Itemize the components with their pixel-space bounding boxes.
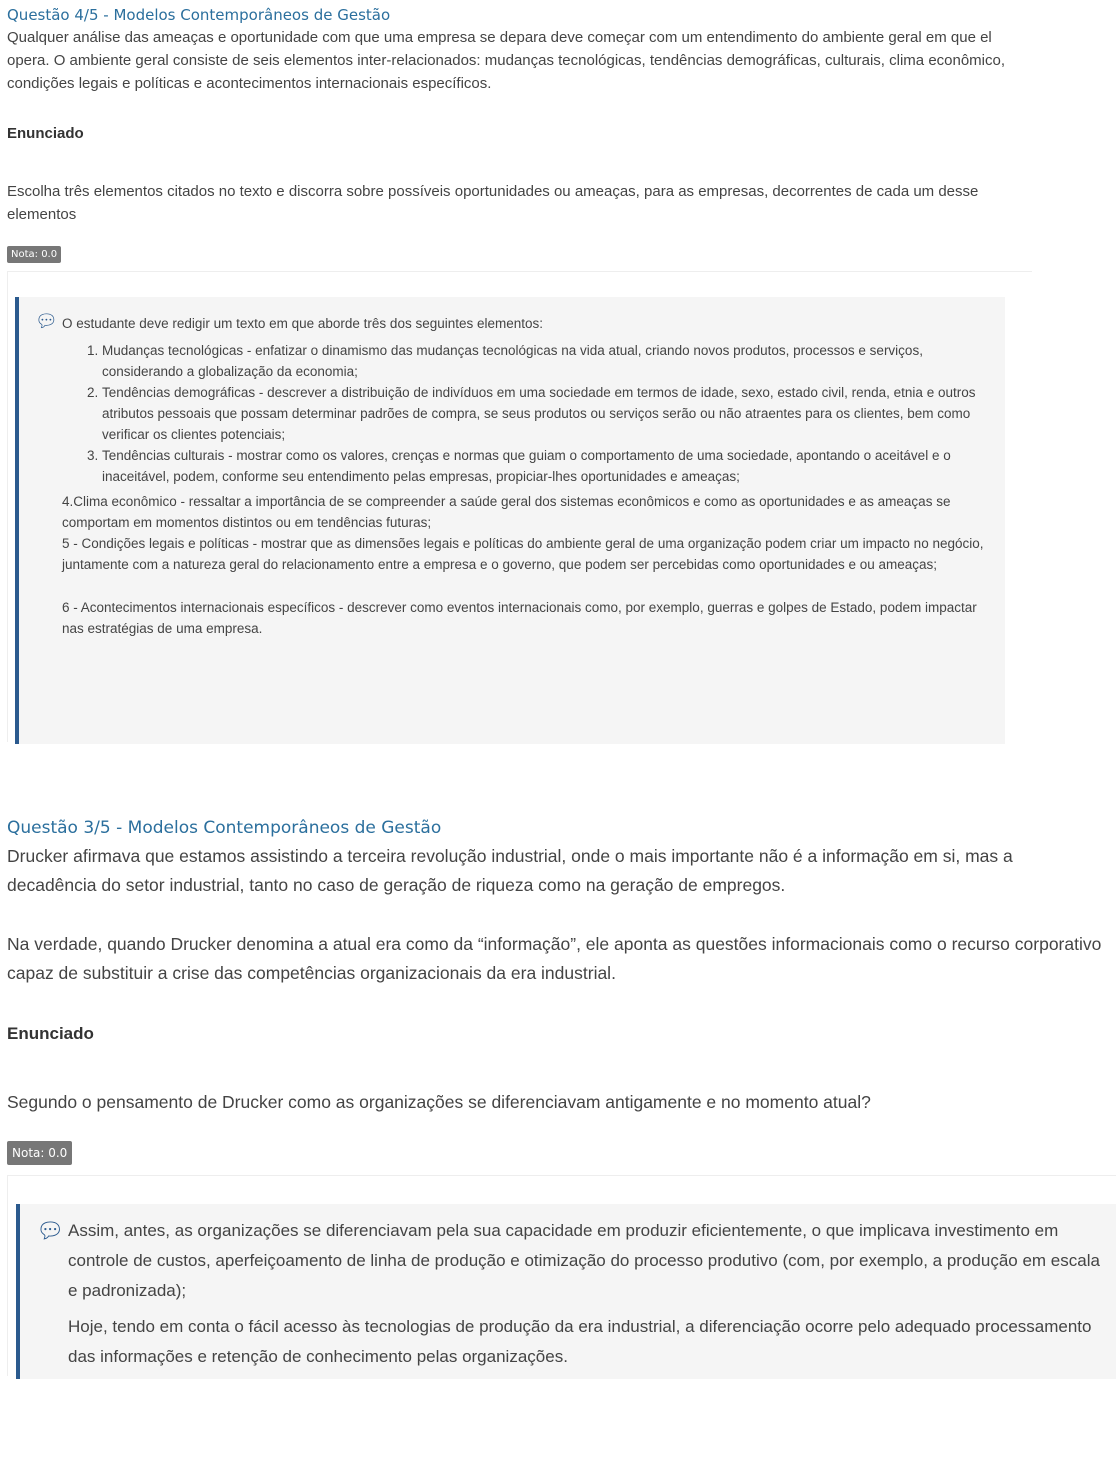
feedback-item-4: 4.Clima econômico - ressaltar a importância de se compreender a saúde geral dos sistemas econômicos e como as oportunidades e as ameaças se comportam em momentos distintos ou em tendências futuras; — [62, 494, 951, 530]
feedback-text — [62, 313, 1002, 639]
feedback-item-6: 6 - Acontecimentos internacionais específicos - descrever como eventos internacionais como, por exemplo, guerras e golpes de Estado, podem impactar nas estratégias de uma empresa. — [62, 600, 977, 636]
enunciado-text: Escolha três elementos citados no texto e discorra sobre possíveis oportunidades ou ameaças, para as empresas, decorrentes de cada um desse elementos — [7, 183, 979, 223]
enunciado-text: Segundo o pensamento de Drucker como as organizações se diferenciavam antigamente e no momento atual? — [7, 1092, 871, 1112]
list-item: 2. Tendências demográficas - descrever a distribuição de indivíduos em uma sociedade em termos de idade, sexo, estado civil, renda, etnia e outros atributos pessoais que possam determinar padrões de compra, se seus produtos ou serviços serão ou não atraentes para os clientes, bem como verificar os clientes potenciais; — [102, 382, 1002, 445]
feedback-intro: O estudante deve redigir um texto em que aborde três dos seguintes elementos: — [62, 316, 544, 331]
question-title: Questão 4/5 - Modelos Contemporâneos de Gestão — [7, 6, 391, 24]
question-title: Questão 3/5 - Modelos Contemporâneos de Gestão — [7, 818, 442, 838]
feedback-paragraph-1: Assim, antes, as organizações se diferenciavam pela sua capacidade em produzir eficientemente, o que implicava investimento em controle de custos, aperfeiçoamento de linha de produção e otimização do processo produtivo (com, por exemplo, a produção em escala e padronizada); — [68, 1221, 1100, 1300]
grade-badge: Nota: 0.0 — [7, 246, 61, 263]
feedback-paragraph-2: Hoje, tendo em conta o fácil acesso às tecnologias de produção da era industrial, a diferenciação ocorre pelo adequado processamento das informações e retenção de conhecimento pelas organizações. — [68, 1317, 1092, 1366]
answer-panel — [7, 271, 1032, 742]
feedback-item-5: 5 - Condições legais e políticas - mostrar que as dimensões legais e políticas do ambiente geral de uma organização podem criar um impacto no negócio, juntamente com a natureza geral do relacionamento entre a empresa e o governo, que podem ser percebidas como oportunidades e ou ameaças; — [62, 536, 984, 572]
feedback-list — [62, 340, 1002, 487]
feedback-box — [15, 297, 1005, 744]
list-item: 1. Mudanças tecnológicas - enfatizar o dinamismo das mudanças tecnológicas na vida atual, criando novos produtos, processos e serviços, considerando a globalização da economia; — [102, 340, 1002, 382]
comment-icon: 💬︎ — [35, 311, 58, 331]
question-paragraph-1: Drucker afirmava que estamos assistindo a terceira revolução industrial, onde o mais importante não é a informação em si, mas a decadência do setor industrial, tanto no caso de geração de riqueza como na geração de empregos. — [7, 846, 1013, 895]
list-item: 3. Tendências culturais - mostrar como os valores, crenças e normas que guiam o comportamento de uma sociedade, apontando o aceitável e o inaceitável, podem, conforme seu entendimento pelas empresas, propiciar-lhes oportunidades e ameaças; — [102, 445, 1002, 487]
grade-badge: Nota: 0.0 — [7, 1141, 72, 1165]
enunciado-label: Enunciado — [7, 125, 84, 142]
feedback-text — [68, 1216, 1113, 1378]
answer-panel — [7, 1175, 1116, 1376]
enunciado-label: Enunciado — [7, 1024, 94, 1043]
question-3-section — [0, 818, 1116, 1376]
feedback-box — [16, 1204, 1116, 1379]
comment-icon: 💬︎ — [36, 1218, 64, 1243]
question-intro: Qualquer análise das ameaças e oportunidade com que uma empresa se depara deve começar com um entendimento do ambiente geral em que el opera. O ambiente geral consiste de seis elementos inter-relacionados: mudanças tecnológicas, tendências demográficas, culturais, clima econômico, condições legais e políticas e acontecimentos internacionais específicos. — [7, 29, 1006, 92]
question-paragraph-2: Na verdade, quando Drucker denomina a atual era como da “informação”, ele aponta as questões informacionais como o recurso corporativo capaz de substituir a crise das competências organizacionais da era industrial. — [7, 934, 1102, 983]
